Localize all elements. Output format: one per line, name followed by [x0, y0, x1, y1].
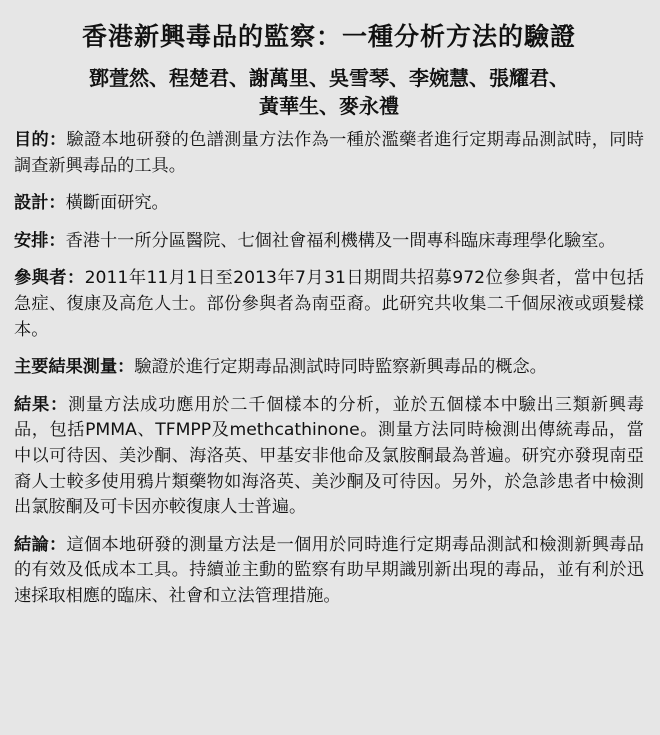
section-text: 2011年11月1日至2013年7月31日期間共招募972位參與者，當中包括急症、復康及高危人士。部份參與者為南亞裔。此研究共收集二千個尿液或頭髮樣本。: [14, 268, 644, 340]
author-line-2: 黃華生、麥永禮: [259, 94, 399, 118]
section-text: 這個本地研發的測量方法是一個用於同時進行定期毒品測試和檢測新興毒品的有效及低成本工具。持續並主動的監察有助早期識別新出現的毒品，並有利於迅速採取相應的臨床、社會和立法管理措施。: [14, 534, 644, 606]
section-text: 香港十一所分區醫院、七個社會福利機構及一間專科臨床毒理學化驗室。: [65, 230, 616, 251]
section-text: 橫斷面研究。: [65, 193, 169, 214]
section-main-outcome-measures: [14, 355, 644, 381]
author-line-1: 鄧萱然、程楚君、謝萬里、吳雪琴、李婉慧、張耀君、: [89, 66, 569, 90]
section-results: [14, 393, 644, 521]
section-text: 驗證於進行定期毒品測試時同時監察新興毒品的概念。: [134, 357, 547, 378]
section-label: 設計：: [14, 193, 66, 214]
section-label: 結論：: [14, 534, 67, 555]
section-design: [14, 191, 644, 217]
section-text: 驗證本地研發的色譜測量方法作為一種於濫藥者進行定期毒品測試時，同時調查新興毒品的工具。: [14, 130, 644, 176]
section-label: 結果：: [14, 394, 69, 415]
section-label: 安排：: [14, 230, 66, 251]
author-list: [14, 64, 644, 120]
section-conclusion: [14, 533, 644, 610]
section-label: 主要結果測量：: [14, 357, 135, 378]
section-text: 測量方法成功應用於二千個樣本的分析，並於五個樣本中驗出三類新興毒品，包括PMMA、TFMPP及methcathinone。測量方法同時檢測出傳統毒品，當中以可待因、美沙酮、海洛英、甲基安非他命及氯胺酮最為普遍。研究亦發現南亞裔人士較多使用鴉片類藥物如海洛英、美沙酮及可待因。另外，於急診患者中檢測出氯胺酮及可卡因亦較復康人士普遍。: [14, 394, 644, 518]
abstract-title: 香港新興毒品的監察：一種分析方法的驗證: [81, 22, 576, 51]
section-label: 參與者：: [14, 268, 85, 289]
section-setting: [14, 229, 644, 255]
section-label: 目的：: [14, 130, 67, 150]
section-participants: [14, 266, 644, 343]
section-objective: [14, 128, 644, 179]
